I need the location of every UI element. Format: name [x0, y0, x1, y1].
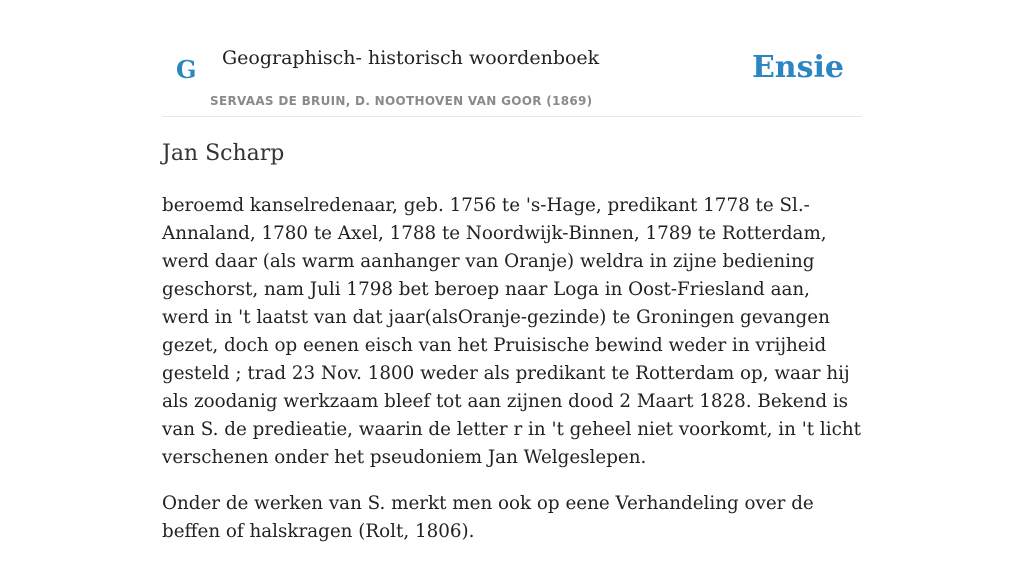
entry-body [162, 192, 862, 564]
book-header [162, 0, 862, 117]
book-author: SERVAAS DE BRUIN, D. NOOTHOVEN VAN GOOR (1869) [210, 94, 593, 108]
ensie-logo[interactable]: Ensie [751, 50, 844, 85]
entry-title: Jan Scharp [162, 141, 285, 166]
entry-paragraph: beroemd kanselredenaar, geb. 1756 te 's-Hage, predikant 1778 te Sl.-Annaland, 1780 te Axel, 1788 te Noordwijk-Binnen, 1789 te Rotterdam, werd daar (als warm aanhanger van Oranje) weldra in zijne bediening geschorst, nam Juli 1798 bet beroep naar Loga in Oost-Friesland aan, werd in 't laatst van dat jaar(alsOranje-gezinde) te Groningen gevangen gezet, doch op eenen eisch van het Pruisische bewind weder in vrijheid gesteld ; trad 23 Nov. 1800 weder als predikant te Rotterdam op, waar hij als zoodanig werkzaam bleef tot aan zijnen dood 2 Maart 1828. Bekend is van S. de predieatie, waarin de letter r in 't geheel niet voorkomt, in 't licht verschenen onder het pseudoniem Jan Welgeslepen. [162, 195, 861, 468]
book-title[interactable]: Geographisch- historisch woordenboek [222, 47, 600, 69]
entry-paragraph: Onder de werken van S. merkt men ook op eene Verhandeling over de beffen of halskragen (Rolt, 1806). [162, 493, 814, 542]
book-letter-link[interactable]: G [176, 55, 197, 84]
